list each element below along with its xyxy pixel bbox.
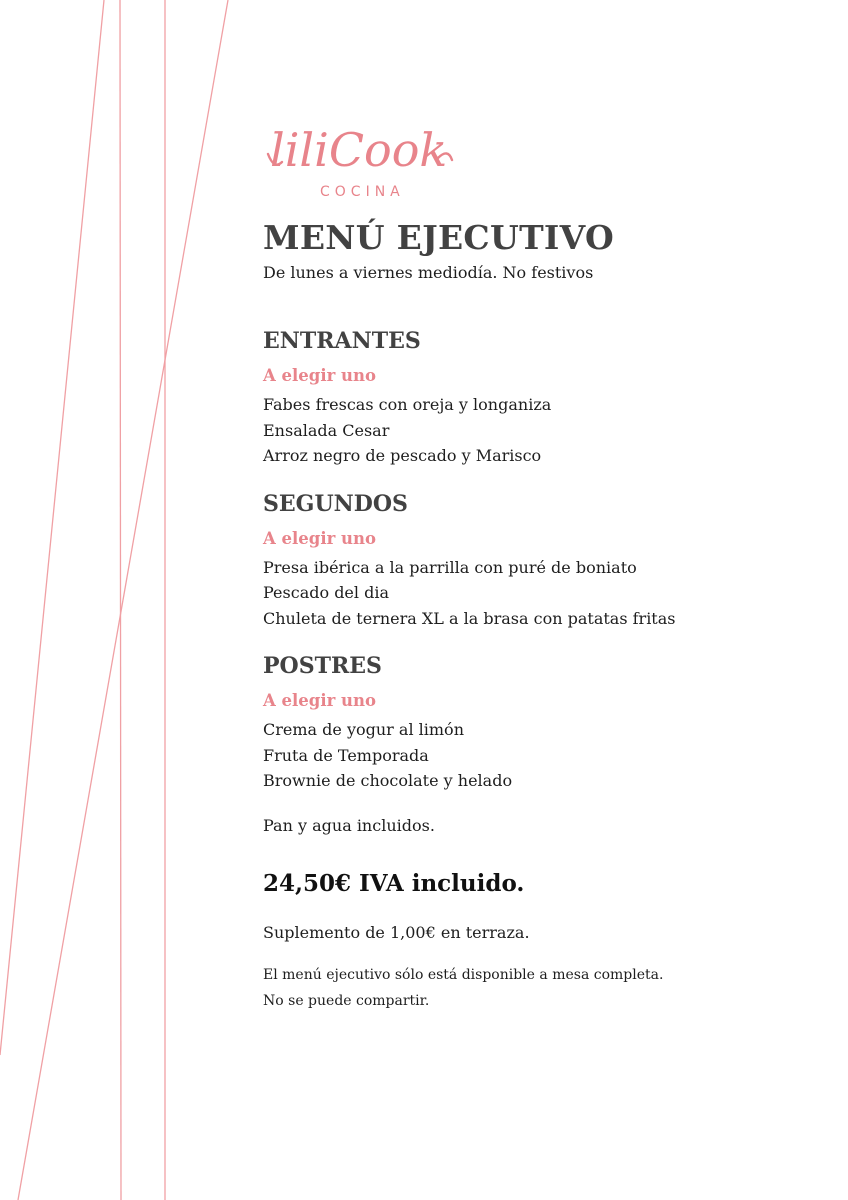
section-title: POSTRES <box>263 653 382 679</box>
choose-label: A elegir uno <box>263 528 377 548</box>
menu-item: Pescado del dia <box>263 583 389 602</box>
item-list <box>263 555 823 632</box>
section-segundos <box>263 489 823 632</box>
menu-item: Fruta de Temporada <box>263 745 429 765</box>
menu-item: Presa ibérica a la parrilla con puré de boniato <box>263 557 637 577</box>
section-title: SEGUNDOS <box>263 490 408 517</box>
menu-price: 24,50€ IVA incluido. <box>263 869 525 897</box>
menu-item: Crema de yogur al limón <box>263 720 464 739</box>
decorative-line <box>0 0 104 1055</box>
terrace-supplement: Suplemento de 1,00€ en terraza. <box>263 922 530 942</box>
choose-label: A elegir uno <box>263 691 377 710</box>
menu-item: Arroz negro de pescado y Marisco <box>263 446 542 465</box>
logo-wordmark <box>266 118 462 180</box>
item-list <box>263 392 823 469</box>
choose-label: A elegir uno <box>263 366 377 385</box>
item-list <box>263 717 823 794</box>
menu-item: Fabes frescas con oreja y longaniza <box>263 395 552 414</box>
section-entrantes <box>263 326 823 469</box>
menu-item: Ensalada Cesar <box>263 420 390 440</box>
logo-text: liliCook <box>270 123 448 177</box>
condition-note: El menú ejecutivo sólo está disponible a mesa completa. <box>263 966 664 983</box>
menu-item: Chuleta de ternera XL a la brasa con patatas fritas <box>263 608 676 628</box>
decorative-line <box>18 0 228 1200</box>
section-postres <box>263 651 823 794</box>
conditions <box>263 962 823 1014</box>
included-note: Pan y agua incluidos. <box>263 815 435 835</box>
menu-item: Brownie de chocolate y helado <box>263 771 513 790</box>
condition-note: No se puede compartir. <box>263 992 430 1009</box>
decorative-line <box>120 0 121 1200</box>
section-title: ENTRANTES <box>263 328 421 354</box>
menu-title: MENÚ EJECUTIVO <box>263 218 615 257</box>
menu-subtitle: De lunes a viernes mediodía. No festivos <box>263 263 594 282</box>
brand-logo <box>266 118 462 206</box>
menu-content <box>263 216 823 1014</box>
logo-subtitle: COCINA <box>320 184 405 200</box>
